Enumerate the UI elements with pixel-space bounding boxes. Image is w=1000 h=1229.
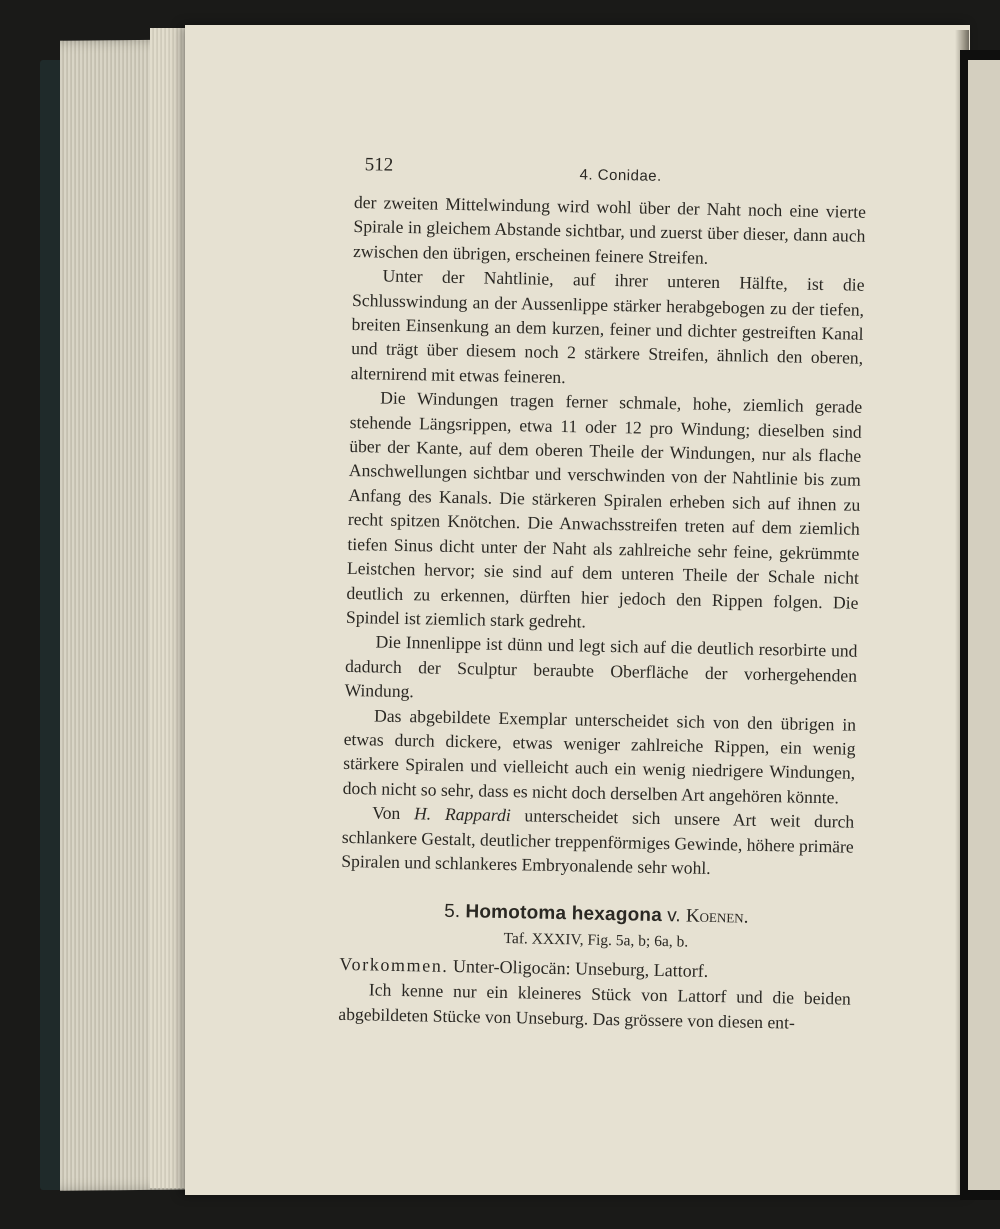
occurrence-label: Vorkommen. — [339, 954, 449, 977]
plate-reference: Taf. XXXIV, Fig. 5a, b; 6a, b. — [503, 930, 689, 951]
species-name: H. Rappardi — [413, 803, 511, 826]
section-author: Koenen. — [685, 905, 749, 929]
comparison-text: unterscheidet sich unsere Art weit durch schlankere Gestalt, deutlicher treppenförmiges Gewinde, höhere primäre Spiralen und schlankeres Embryonalende sehr wohl. — [341, 805, 855, 878]
page-number: 512 — [364, 154, 394, 176]
comparison-paragraph — [341, 800, 854, 883]
running-head: 4. Conidae. — [579, 166, 662, 185]
section-title: Homotoma hexagona — [465, 901, 663, 927]
comparison-prefix: Von — [372, 802, 415, 824]
paragraph: der zweiten Mittelwindung wird wohl über der Naht noch eine vierte Spirale in gleichem Abstande sichtbar, und zuerst über dieser, dann auch zwischen den übrigen, erscheinen feinere Streifen. — [352, 191, 867, 268]
author-prefix: v. — [667, 905, 681, 927]
paragraph: Das abgebildete Exemplar unterscheidet sich von den übrigen in etwas durch dickere, etwas weniger zahlreiche Rippen, ein wenig stärkere Spiralen und vielleicht auch ein wenig niedrigere Windungen, doch nicht so sehr, dass es nicht doch derselben Art angehören könnte. — [342, 705, 857, 808]
occurrence-text: Unter-Oligocän: Unseburg, Lattorf. — [452, 956, 709, 982]
page-text-block — [338, 150, 867, 1036]
section-heading — [340, 899, 852, 931]
facing-page-edge — [968, 60, 1000, 1190]
paragraph: Die Windungen tragen ferner schmale, hohe, ziemlich gerade stehende Längsrippen, etwa 11 oder 12 pro Windung; dieselben sind über der Kante, auf dem oberen Theile der Windungen, nur als flache Anschwellungen sichtbar und verschwinden von der Nahtlinie bis zum Anfang des Kanals. Die stärkeren Spiralen erheben sich auf ihnen zu recht spitzen Knötchen. Die Anwachsstreifen treten auf dem ziemlich tiefen Sinus dicht unter der Naht als zahlreiche sehr feine, gekrümmte Leistchen hervor; sie sind auf dem unteren Theile der Schale nicht deutlich zu erkennen, dürften hier jedoch den Rippen folgen. Die Spindel ist ziemlich stark gedreht. — [345, 387, 863, 632]
paragraph: Unter der Nahtlinie, auf ihrer unteren Hälfte, ist die Schlusswindung an der Aussenlippe stärker herabgebogen zu der tiefen, breiten Einsenkung an dem kurzen, feiner und dichter gestreiften Kanal und trägt über diesem noch 2 stärkere Streifen, ähnlich den oberen, alternirend mit etwas feineren. — [350, 265, 865, 387]
paragraph: Die Innenlippe ist dünn und legt sich auf die deutlich resorbirte und dadurch der Sculptur beraubte Oberfläche der vorhergehenden Windung. — [344, 631, 858, 702]
section-number: 5. — [444, 901, 461, 923]
paragraph: Ich kenne nur ein kleineres Stück von Lattorf und die beiden abgebildeten Stücke von Unseburg. Das grössere von diesen ent- — [338, 979, 851, 1033]
